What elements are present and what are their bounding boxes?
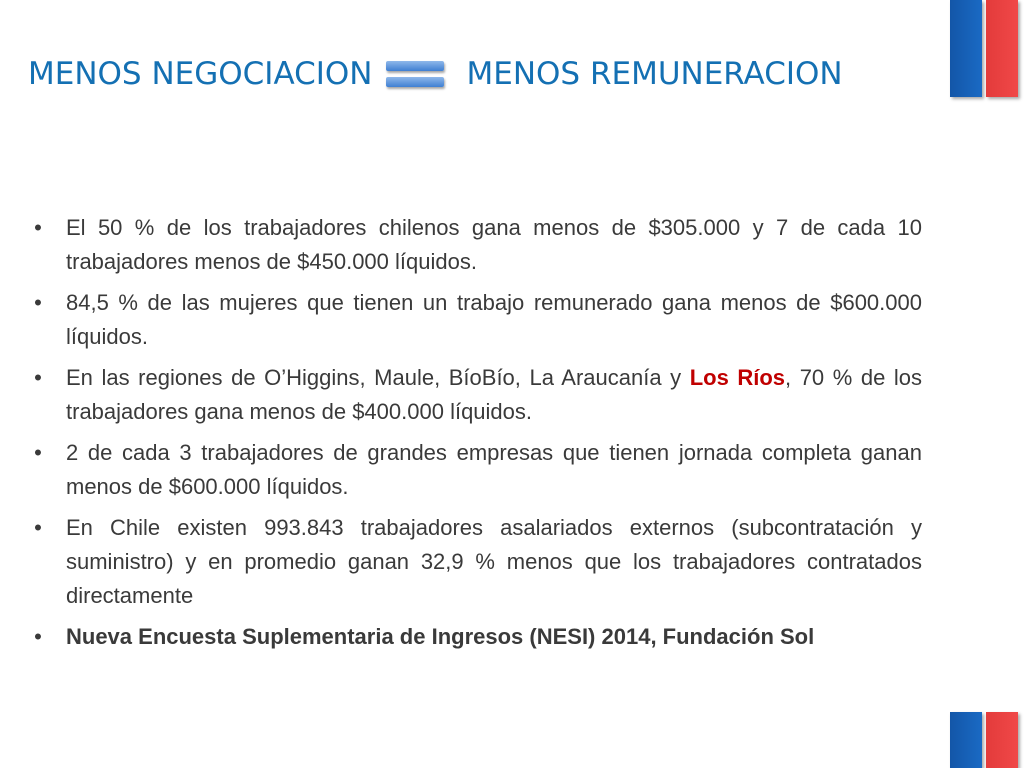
- bullet-item-source: [28, 620, 922, 654]
- bullet-item: [28, 286, 922, 354]
- bullet-dot: •: [34, 290, 42, 315]
- bullet-list: [28, 211, 922, 661]
- bullet-item: [28, 436, 922, 504]
- highlight-region: Los Ríos: [689, 365, 786, 390]
- title-left: MENOS NEGOCIACION: [28, 56, 373, 92]
- flag-decoration-top: [946, 0, 1018, 97]
- flag-bar-blue: [950, 0, 982, 97]
- bullet-text: El 50 % de los trabajadores chilenos gana menos de $305.000 y 7 de cada 10 trabajadores menos de $450.000 líquidos.: [66, 215, 922, 274]
- slide-title: [28, 52, 843, 96]
- bullet-item: [28, 511, 922, 613]
- equals-sign-icon: [386, 54, 444, 94]
- bullet-text-post: , 70 % de los trabajadores gana menos de $400.000 líquidos.: [66, 365, 922, 424]
- bullet-dot: •: [34, 440, 42, 465]
- flag-bar-blue: [950, 712, 982, 768]
- bullet-item: [28, 361, 922, 429]
- flag-decoration-bottom: [946, 712, 1018, 768]
- source-citation: Nueva Encuesta Suplementaria de Ingresos (NESI) 2014, Fundación Sol: [66, 624, 815, 649]
- bullet-dot: •: [34, 215, 42, 240]
- bullet-item: [28, 211, 922, 279]
- bullet-text: En Chile existen 993.843 trabajadores asalariados externos (subcontratación y suministro) y en promedio ganan 32,9 % menos que los trabajadores contratados directamente: [66, 515, 922, 608]
- bullet-text-pre: En las regiones de O’Higgins, Maule, BíoBío, La Araucanía y: [66, 365, 690, 390]
- bullet-dot: •: [34, 515, 42, 540]
- bullet-text: 2 de cada 3 trabajadores de grandes empresas que tienen jornada completa ganan menos de $600.000 líquidos.: [66, 440, 922, 499]
- flag-bar-red: [986, 712, 1018, 768]
- bullet-dot: •: [34, 365, 42, 390]
- bullet-dot: •: [34, 624, 42, 649]
- flag-bar-red: [986, 0, 1018, 97]
- title-right: MENOS REMUNERACION: [466, 56, 843, 92]
- bullet-text: 84,5 % de las mujeres que tienen un trabajo remunerado gana menos de $600.000 líquidos.: [66, 290, 922, 349]
